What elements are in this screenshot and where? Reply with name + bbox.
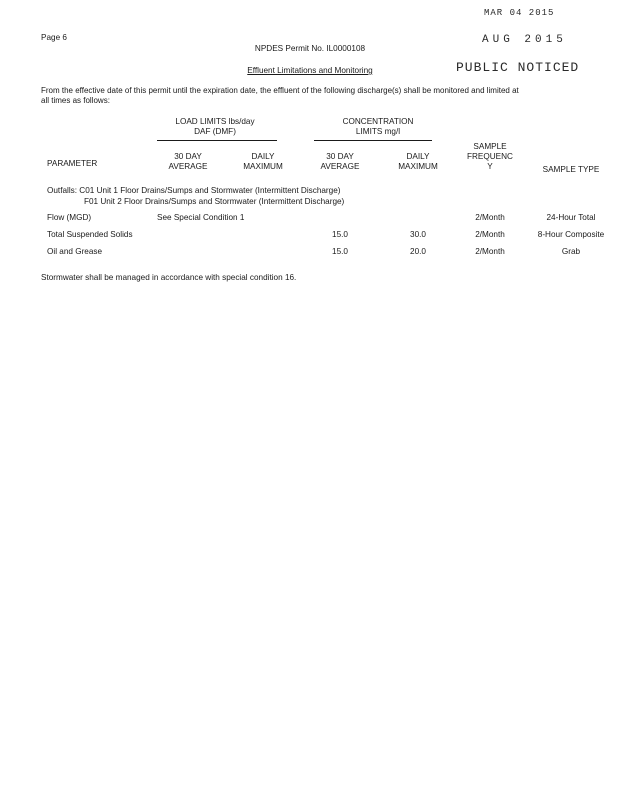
col-header-frequency-l2: FREQUENC: [467, 152, 513, 161]
col-header-conc-daily: [380, 152, 456, 172]
received-date-stamp: MAR 04 2015: [484, 8, 555, 18]
table-row: [0, 230, 618, 242]
col-header-conc-daily-l2: MAXIMUM: [398, 162, 438, 171]
load-limits-label: LOAD LIMITS lbs/day: [175, 117, 255, 126]
section-title: [190, 66, 430, 75]
row-frequency: 2/Month: [475, 213, 505, 222]
public-noticed-stamp: PUBLIC NOTICED: [456, 60, 580, 75]
concentration-underline: [314, 140, 432, 141]
col-header-frequency-l1: SAMPLE: [473, 142, 507, 151]
col-header-conc-daily-l1: DAILY: [406, 152, 430, 161]
row-sample-type: 8-Hour Composite: [537, 230, 605, 239]
row-frequency: 2/Month: [475, 247, 505, 256]
table-row: [0, 213, 618, 225]
col-header-load-daily: [225, 152, 301, 172]
concentration-label: CONCENTRATION: [342, 117, 414, 126]
col-header-load-daily-l2: MAXIMUM: [243, 162, 283, 171]
page-label: Page 6: [41, 33, 67, 42]
col-header-load-30day: [150, 152, 226, 172]
row-frequency: 2/Month: [475, 230, 505, 239]
load-limits-sublabel: DAF (DMF): [194, 127, 236, 136]
concentration-sublabel: LIMITS mg/l: [355, 127, 401, 136]
col-header-sample-type: SAMPLE TYPE: [542, 165, 600, 174]
concentration-group-header: [318, 117, 438, 137]
row-conc-30day: 15.0: [332, 230, 348, 239]
row-sample-type: Grab: [561, 247, 581, 256]
received-month-stamp: AUG 2015: [482, 34, 567, 46]
col-header-frequency-l3: Y: [487, 162, 493, 171]
permit-number: NPDES Permit No. IL0000108: [254, 44, 366, 53]
row-load-30day: See Special Condition 1: [157, 213, 245, 222]
row-parameter: Total Suspended Solids: [47, 230, 133, 239]
row-parameter: Oil and Grease: [47, 247, 103, 256]
outfall-line-2: F01 Unit 2 Floor Drains/Sumps and Stormwater (Intermittent Discharge): [84, 197, 345, 206]
intro-line-1: From the effective date of this permit until the expiration date, the effluent of the following discharge(s) shall be monitored and limited at: [41, 86, 519, 95]
col-header-parameter: PARAMETER: [47, 159, 98, 168]
table-row: [0, 247, 618, 259]
col-header-sample-frequency: [452, 142, 528, 172]
outfall-line-1: Outfalls: C01 Unit 1 Floor Drains/Sumps and Stormwater (Intermittent Discharge): [47, 186, 341, 195]
col-header-load-30day-l1: 30 DAY: [174, 152, 202, 161]
row-parameter: Flow (MGD): [47, 213, 92, 222]
section-title-text: Effluent Limitations and Monitoring: [247, 66, 373, 75]
load-limits-group-header: [155, 117, 275, 137]
col-header-conc-30day-l1: 30 DAY: [326, 152, 354, 161]
load-limits-underline: [157, 140, 277, 141]
col-header-load-daily-l1: DAILY: [251, 152, 275, 161]
col-header-load-30day-l2: AVERAGE: [168, 162, 208, 171]
row-conc-daily: 20.0: [410, 247, 426, 256]
stormwater-note: Stormwater shall be managed in accordance with special condition 16.: [41, 273, 297, 282]
row-conc-30day: 15.0: [332, 247, 348, 256]
row-conc-daily: 30.0: [410, 230, 426, 239]
intro-line-2: all times as follows:: [41, 96, 110, 105]
row-sample-type: 24-Hour Total: [546, 213, 596, 222]
col-header-conc-30day: [302, 152, 378, 172]
col-header-conc-30day-l2: AVERAGE: [320, 162, 360, 171]
